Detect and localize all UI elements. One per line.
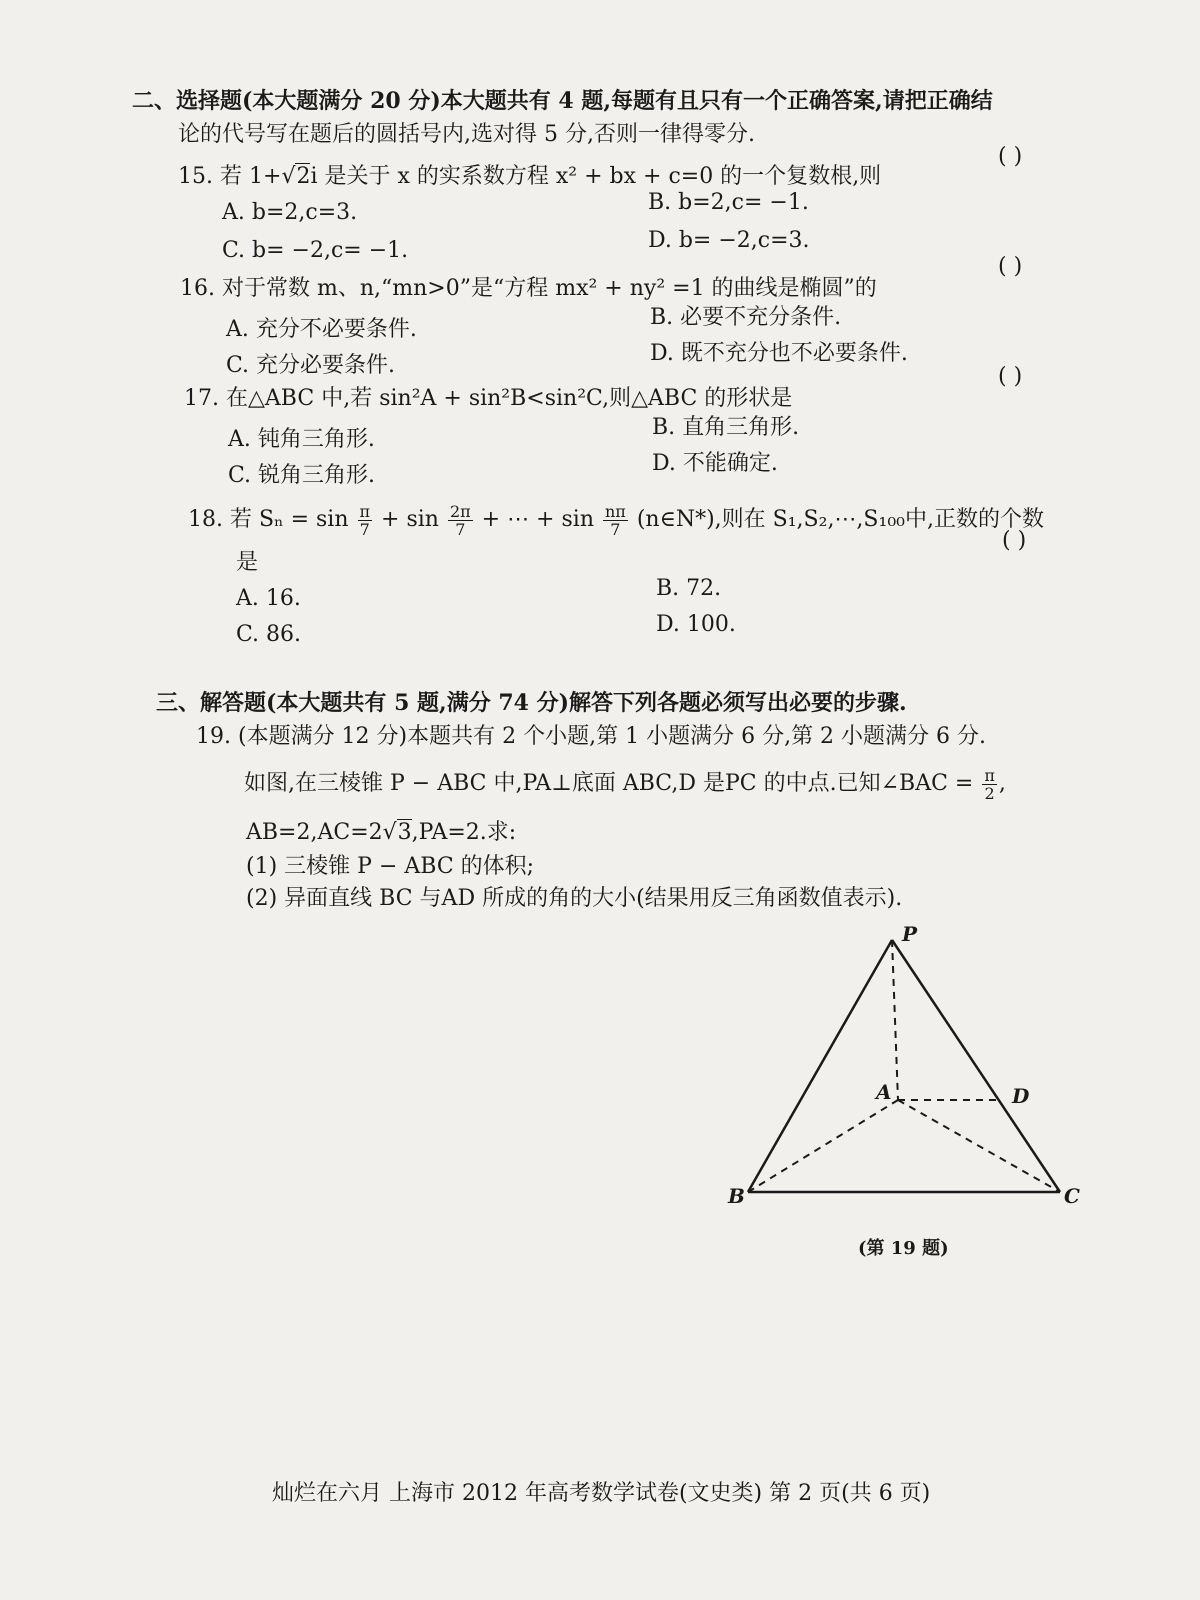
- q17-option-c: C. 锐角三角形.: [228, 463, 376, 488]
- q17-option-a: A. 钝角三角形.: [228, 427, 375, 452]
- q17-stem: 17. 在△ABC 中,若 sin²A + sin²B<sin²C,则△ABC 的形状是: [184, 386, 793, 411]
- section2-heading-cont: 论的代号写在题后的圆括号内,选对得 5 分,否则一律得零分.: [178, 122, 755, 147]
- page-footer: 灿烂在六月 上海市 2012 年高考数学试卷(文史类) 第 2 页(共 6 页): [272, 1481, 931, 1506]
- q18-option-d: D. 100.: [656, 612, 736, 637]
- q16-option-b: B. 必要不充分条件.: [650, 305, 842, 330]
- edge-pb: [748, 940, 892, 1192]
- q18-option-a: A. 16.: [236, 586, 301, 611]
- q15-answer-paren: ( ): [998, 144, 1023, 169]
- vertex-label-b: B: [728, 1184, 745, 1208]
- q15-option-d: D. b= −2,c=3.: [648, 228, 810, 253]
- q18-fraction-1: $\frac{\pi}{7}$: [359, 501, 371, 539]
- section2-heading: 二、选择题(本大题满分 20 分)本大题共有 4 题,每题有且只有一个正确答案,请把正确结: [132, 88, 993, 114]
- q15-option-b: B. b=2,c= −1.: [648, 190, 809, 215]
- q18-option-b: B. 72.: [656, 576, 722, 601]
- q16-option-a: A. 充分不必要条件.: [226, 317, 417, 342]
- q15-stem: 15. 若 1+√2i 是关于 x 的实系数方程 x² + bx + c=0 的一个复数根,则: [178, 164, 882, 189]
- q19-header: 19. (本题满分 12 分)本题共有 2 个小题,第 1 小题满分 6 分,第 2 小题满分 6 分.: [196, 724, 987, 749]
- q19-para1: 如图,在三棱锥 P − ABC 中,PA⊥底面 ABC,D 是PC 的中点.已知∠BAC = $\frac{\pi}{2}$ ,: [244, 765, 1006, 803]
- q17-answer-paren: ( ): [998, 364, 1023, 389]
- q18-fraction-2: $\frac{2\pi}{7}$: [449, 501, 471, 539]
- q16-stem: 16. 对于常数 m、n,“mn>0”是“方程 mx² + ny² =1 的曲线是椭圆”的: [180, 276, 877, 301]
- q18-answer-paren: ( ): [1002, 528, 1027, 553]
- q15-option-c: C. b= −2,c= −1.: [222, 238, 409, 263]
- edge-ab: [748, 1100, 898, 1192]
- edge-pa: [892, 940, 898, 1100]
- figure-caption: (第 19 题): [858, 1238, 949, 1259]
- vertex-label-p: P: [902, 922, 918, 946]
- vertex-label-d: D: [1012, 1084, 1030, 1108]
- q18-fraction-3: $\frac{n\pi}{7}$: [604, 501, 626, 539]
- vertex-label-c: C: [1064, 1184, 1080, 1208]
- q18-option-c: C. 86.: [236, 622, 302, 647]
- edge-pc: [892, 940, 1060, 1192]
- q15-option-a: A. b=2,c=3.: [222, 200, 358, 225]
- q19-subquestion-2: (2) 异面直线 BC 与AD 所成的角的大小(结果用反三角函数值表示).: [246, 886, 903, 911]
- q19-fraction: $\frac{\pi}{2}$: [984, 765, 995, 803]
- q16-answer-paren: ( ): [998, 254, 1023, 279]
- q17-option-b: B. 直角三角形.: [652, 415, 800, 440]
- q16-option-c: C. 充分必要条件.: [226, 353, 396, 378]
- pyramid-figure: [700, 920, 1120, 1220]
- vertex-label-a: A: [876, 1080, 892, 1104]
- q17-option-d: D. 不能确定.: [652, 451, 778, 476]
- q19-para2: AB=2,AC=2√3,PA=2.求:: [246, 820, 517, 845]
- q16-option-d: D. 既不充分也不必要条件.: [650, 341, 908, 366]
- q18-stem: 18. 若 Sₙ = sin $\frac{\pi}{7}$ + sin $\frac{2\pi}{7}$ + ⋯ + sin $\frac{n\pi}{7}$ (n∈N*),则在 S₁,S₂,⋯,S₁₀₀中,正数的个数: [188, 501, 1044, 539]
- edge-ac: [898, 1100, 1060, 1192]
- q19-subquestion-1: (1) 三棱锥 P − ABC 的体积;: [246, 854, 535, 879]
- section3-heading: 三、解答题(本大题共有 5 题,满分 74 分)解答下列各题必须写出必要的步骤.: [156, 690, 907, 716]
- q18-stem-cont: 是: [236, 550, 259, 575]
